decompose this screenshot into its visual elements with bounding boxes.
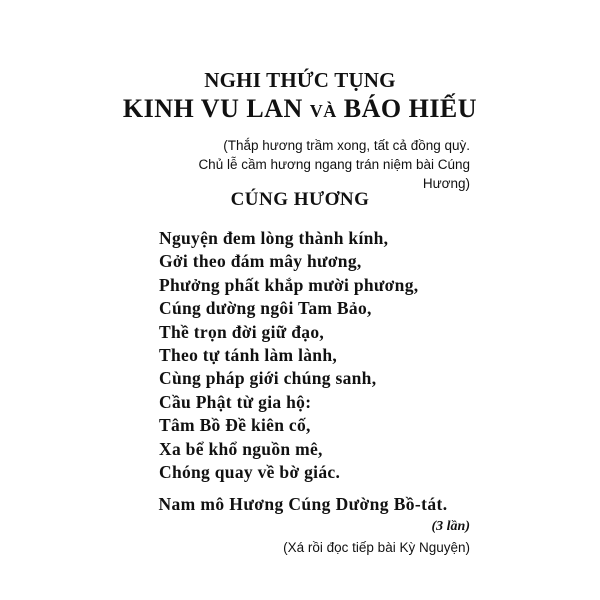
- verse-line: Thề trọn đời giữ đạo,: [159, 321, 325, 342]
- footer-note: (Xá rồi đọc tiếp bài Kỳ Nguyện): [283, 540, 470, 555]
- instruction-line-1: (Thắp hương trầm xong, tất cả đồng quỳ.: [223, 138, 470, 153]
- verse-line: Xa bể khổ nguồn mê,: [159, 438, 323, 459]
- title-line-2: [0, 94, 600, 124]
- repeat-note: (3 lần): [431, 519, 470, 534]
- instruction-note: [150, 136, 470, 193]
- title-line-2-part-2: VÀ: [309, 101, 337, 121]
- verse-list: [159, 227, 418, 484]
- verse-line: Gởi theo đám mây hương,: [159, 251, 362, 272]
- verse-line: Tâm Bồ Đề kiên cố,: [159, 415, 311, 436]
- verse-line: Theo tự tánh làm lành,: [159, 345, 338, 366]
- title-line-1: NGHI THỨC TỤNG: [204, 68, 396, 92]
- verse-line: Cùng pháp giới chúng sanh,: [159, 368, 377, 389]
- verse-line: Chóng quay về bờ giác.: [159, 462, 341, 483]
- verse-line: Cúng dường ngôi Tam Bảo,: [159, 298, 372, 319]
- closing-line: Nam mô Hương Cúng Dường Bồ-tát.: [158, 494, 448, 514]
- verse-line: Nguyện đem lòng thành kính,: [159, 228, 389, 248]
- title-line-2-part-3: BÁO HIẾU: [336, 94, 478, 123]
- title-line-2-part-1: KINH VU LAN: [122, 94, 310, 123]
- verse-line: Phưởng phất khắp mười phương,: [159, 274, 419, 295]
- instruction-line-2: Chủ lễ cầm hương ngang trán niệm bài Cúng Hương): [198, 157, 470, 191]
- verse-line: Cầu Phật từ gia hộ:: [159, 391, 312, 412]
- section-heading: CÚNG HƯƠNG: [230, 189, 370, 210]
